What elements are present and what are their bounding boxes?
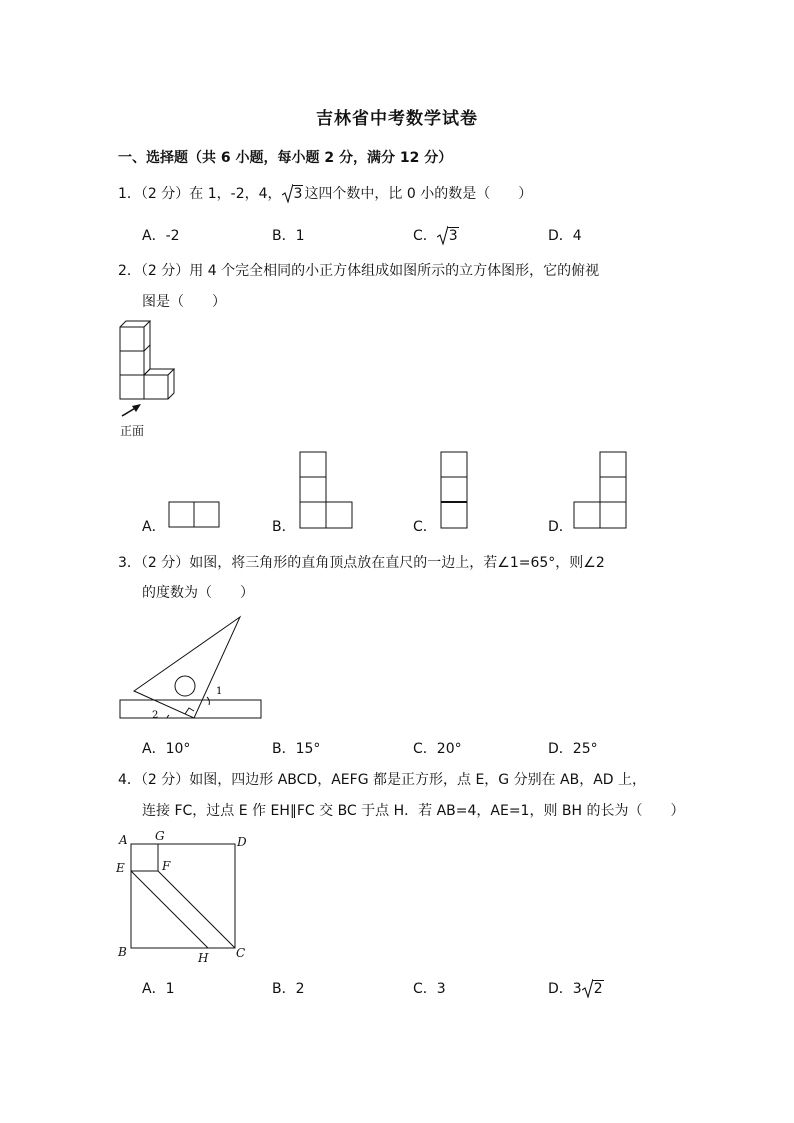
question-text: 如图，将三角形的直角顶点放在直尺的一边上，若∠1=65°，则∠2 (189, 555, 605, 571)
squares-figure (112, 826, 260, 966)
question-4-stem-line1 (118, 769, 646, 789)
set-square-hole (175, 676, 195, 696)
q2-option-d-figure[interactable] (573, 451, 629, 531)
q4-option-c[interactable]: C．3 (413, 981, 446, 997)
q1-option-a[interactable]: A．-2 (142, 228, 180, 244)
point-e-label: E (116, 861, 125, 875)
q3-option-c[interactable]: C．20° (413, 741, 462, 757)
angle-2-label: 2 (152, 710, 159, 721)
radical-sign-icon (282, 183, 293, 203)
question-4-stem-line2: 连接 FC，过点 E 作 EH∥FC 交 BC 于点 H．若 AB=4，AE=1，则 BH 的长为（ ） (142, 803, 685, 819)
radical-sign-icon (437, 225, 448, 245)
right-angle-mark (185, 708, 194, 714)
q1-option-d[interactable]: D．4 (548, 228, 582, 244)
q2-option-c-figure[interactable] (440, 451, 470, 531)
point-f-label: F (162, 859, 171, 873)
sqrt-expression (282, 186, 304, 202)
q3-option-a[interactable]: A．10° (142, 741, 191, 757)
question-2-stem-line1 (118, 260, 599, 280)
q2-option-c-label[interactable]: C． (413, 519, 437, 535)
question-score: （2 分） (140, 555, 190, 571)
point-d-label: D (237, 835, 247, 849)
point-c-label: C (236, 946, 246, 960)
question-2-stem-line2: 图是（ ） (142, 294, 226, 310)
sqrt-expression: 2 (582, 981, 604, 997)
sqrt-expression: 3 (437, 228, 459, 244)
q1-option-b[interactable]: B．1 (272, 228, 305, 244)
question-1-stem (118, 183, 532, 203)
arrow-icon (122, 404, 141, 416)
question-number: 4． (118, 772, 141, 788)
question-number: 2． (118, 263, 141, 279)
question-score: （2 分） (140, 263, 190, 279)
radical-sign-icon (582, 978, 593, 998)
page-title: 吉林省中考数学试卷 (316, 109, 478, 129)
question-text: 如图，四边形 ABCD，AEFG 都是正方形，点 E，G 分别在 AB，AD 上， (189, 772, 647, 788)
q2-option-b-label[interactable]: B． (272, 519, 296, 535)
q4-option-b[interactable]: B．2 (272, 981, 305, 997)
question-3-stem-line1 (118, 552, 605, 572)
q2-option-d-label[interactable]: D． (548, 519, 573, 535)
question-text: 用 4 个完全相同的小正方体组成如图所示的立方体图形，它的俯视 (189, 263, 600, 279)
q1-option-c[interactable]: C． 3 (413, 225, 460, 245)
q4-option-a[interactable]: A．1 (142, 981, 175, 997)
ruler-triangle-figure (115, 612, 267, 724)
point-h-label: H (198, 951, 209, 965)
q3-option-d[interactable]: D．25° (548, 741, 598, 757)
square-aefg (131, 844, 158, 871)
question-score: （2 分） (140, 772, 190, 788)
question-number: 3． (118, 555, 141, 571)
question-text: 这四个数中，比 0 小的数是（ ） (304, 186, 533, 202)
point-a-label: A (119, 833, 128, 847)
q3-option-b[interactable]: B．15° (272, 741, 321, 757)
question-text: 在 1，-2，4， (189, 186, 282, 202)
q2-option-a-label[interactable]: A． (142, 519, 166, 535)
angle-1-label: 1 (216, 686, 223, 697)
sqrt-argument: 3 (293, 186, 303, 202)
front-label: 正面 (120, 424, 145, 438)
q2-option-a-figure[interactable] (168, 501, 222, 529)
question-3-stem-line2: 的度数为（ ） (142, 585, 254, 601)
point-g-label: G (155, 829, 165, 843)
question-number: 1． (118, 186, 141, 202)
point-b-label: B (118, 945, 127, 959)
set-square-triangle (134, 617, 240, 718)
section-heading: 一、选择题（共 6 小题，每小题 2 分，满分 12 分） (118, 150, 453, 166)
q4-option-d[interactable]: D．3 2 (548, 978, 605, 998)
q2-option-b-figure[interactable] (299, 451, 355, 531)
question-score: （2 分） (140, 186, 190, 202)
